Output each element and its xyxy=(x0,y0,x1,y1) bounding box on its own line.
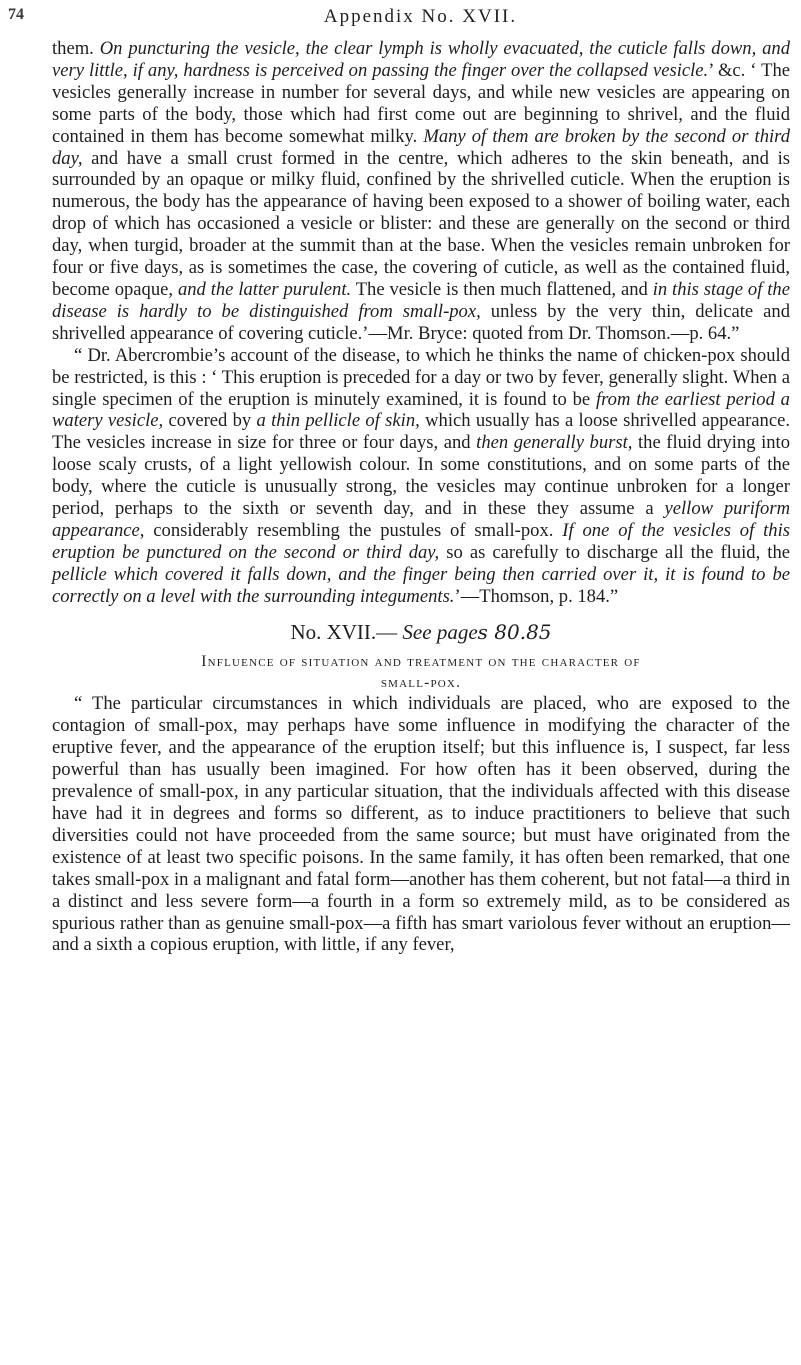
running-head: Appendix No. XVII. xyxy=(323,6,518,27)
paragraph-1 xyxy=(52,38,790,345)
italic-text: Many of them are broken by the second or third day, xyxy=(52,125,790,169)
section-paragraph xyxy=(52,693,790,956)
text-run: ’ &c. ‘ The vesicles generally increase in number for several days, and while new vesicles are appearing on some parts of the body, those which had first come out are beginning to shrivel, and the fluid contained in them has become somewhat milky. xyxy=(52,59,791,147)
text-run: unless by the very thin, delicate and shrivelled appearance of covering cuticle.’—Mr. Bryce: quoted from Dr. Thomson.—p. 64.” xyxy=(52,300,790,344)
text-run: the fluid drying into loose scaly crusts, of a light yellowish colour. In some constitutions, and on some parts of the body, where the cuticle is unusually strong, the vesicles may continue unbroken for a longer period, perhaps to the sixth or seventh day, and in these they assume a xyxy=(52,432,790,520)
text-run: considerably resembling the pustules of small-pox. xyxy=(144,519,563,541)
page-number: 74 xyxy=(8,6,24,23)
page-body xyxy=(52,38,790,956)
section-subtitle-line-2: small-pox. xyxy=(380,674,462,692)
text-run: and have a small crust formed in the centre, which adheres to the skin beneath, and is surrounded by an opaque or milky fluid, confined by the shrivelled cuticle. When the eruption is numerous, the body has the appearance of having been exposed to a shower of boiling water, each drop of which has occasioned a vesicle or blister: and these are generally on the second or third day, when turgid, broader at the summit than at the base. When the vesicles remain unbroken for four or five days, as is sometimes the case, the covering of cuticle, as well as the contained fluid, become opaque, xyxy=(52,147,790,300)
text-run: covered by xyxy=(163,410,257,432)
section-heading xyxy=(52,619,790,644)
see-word: See xyxy=(402,619,432,644)
text-run: “ Dr. Abercrombie’s account of the disease, to which he thinks the name of chicken-pox should be restricted, is this : ‘ This eruption is preceded for a day or two by fever, generally slight. When a single specimen of the eruption is minutely examined, it is found to be xyxy=(52,344,790,410)
paragraph-2 xyxy=(52,345,790,608)
section-subtitle-line-1: Influence of situation and treatment on the character of xyxy=(201,653,641,671)
italic-text: and the latter purulent. xyxy=(177,278,352,300)
italic-text: then generally burst, xyxy=(476,432,633,454)
text-run: them. xyxy=(52,38,100,59)
italic-text: in this stage of the disease is hardly to be distinguished from small-pox, xyxy=(52,278,790,322)
italic-text: If one of the vesicles of this eruption be punctured on the second or third day, xyxy=(52,519,790,563)
italic-text: On puncturing the vesicle, the clear lymph is wholly evacuated, the cuticle falls down, and very little, if any, hardness is perceived on passing the finger over the collapsed vesicle. xyxy=(52,38,790,81)
text-run: which usually has a loose shrivelled appearance. The vesicles increase in size for three or four days, and xyxy=(52,410,790,454)
text-run: The vesicle is then much flattened, and xyxy=(351,278,653,300)
italic-text: from the earliest period a watery vesicle, xyxy=(52,388,790,432)
italic-text: pellicle which covered it falls down, and the finger being then carried over it, it is found to be correctly on a level with the surrounding integuments. xyxy=(52,563,790,607)
page-ref: page xyxy=(436,619,478,644)
italic-text: a thin pellicle of skin, xyxy=(256,410,420,432)
section-number: No. XVII.— xyxy=(290,619,398,644)
text-run: “ The particular circumstances in which individuals are placed, who are exposed to the contagion of small-pox, may perhaps have some influence in modifying the character of the eruptive fever, and the appearance of the eruption itself; but this influence is, I suspect, far less powerful than has usually been imagined. For how often has it been observed, during the prevalence of small-pox, in any particular situation, that the individuals affected with this disease have had it in degrees and forms so different, as to induce practitioners to believe that such diversities could not have proceeded from the same source; but must have originated from the existence of at least two specific poisons. In the same family, it has often been remarked, that one takes small-pox in a malignant and fatal form—another has them coherent, but not fatal—a third in a distinct and less severe form—a fourth in a form so extremely mild, as to be considered as spurious rather than as genuine small-pox—a fifth has smart variolous fever without an eruption—and a sixth a copious eruption, with little, if any fever, xyxy=(52,693,790,956)
text-run: so as carefully to discharge all the fluid, the xyxy=(439,541,790,563)
handwritten-page-ref: s 80.85 xyxy=(477,619,552,644)
section-subtitle xyxy=(52,651,790,693)
italic-text: yellow puriform appearance, xyxy=(52,498,791,541)
text-run: ’—Thomson, p. 184.” xyxy=(454,585,619,607)
